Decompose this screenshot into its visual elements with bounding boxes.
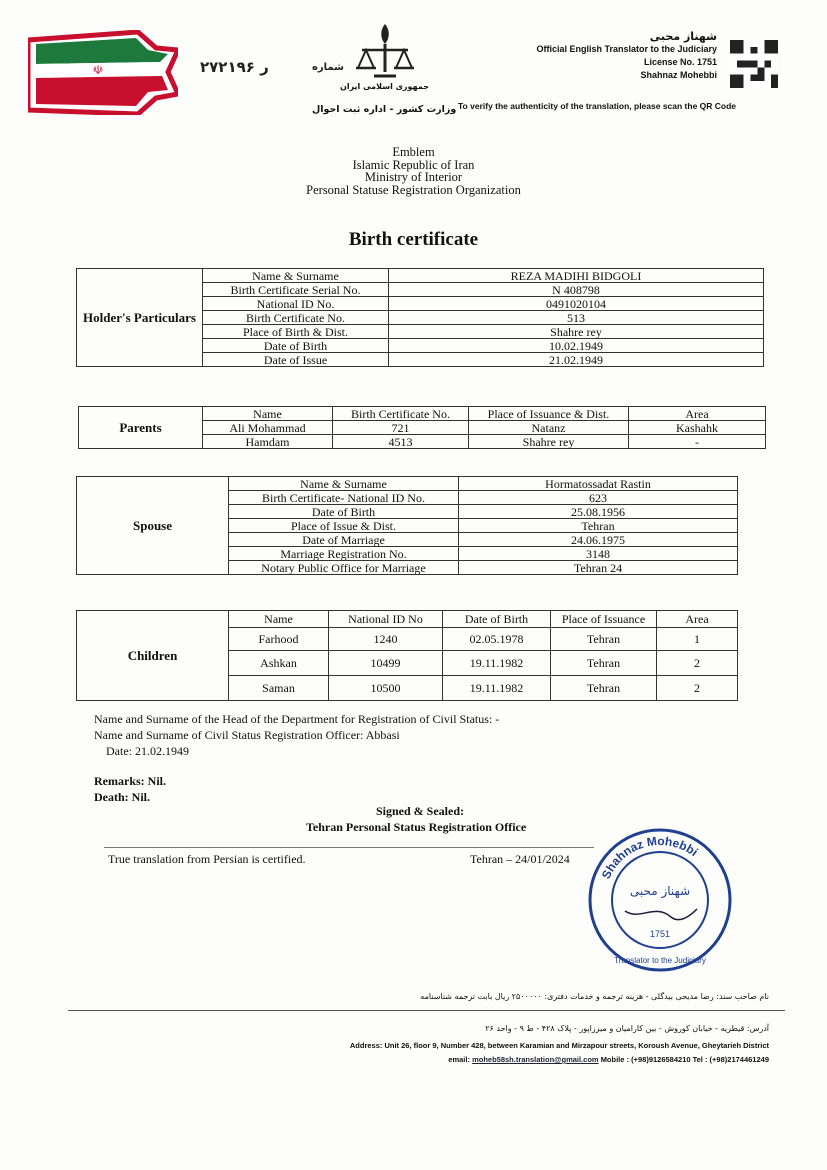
parents-table xyxy=(78,406,766,449)
license-number: License No. 1751 xyxy=(643,57,717,67)
children-table xyxy=(76,610,738,701)
spouse-label: Birth Certificate- National ID No. xyxy=(229,491,459,505)
child-cell: 19.11.1982 xyxy=(443,651,551,676)
holder-label: Birth Certificate Serial No. xyxy=(203,283,389,297)
child-cell: 10499 xyxy=(329,651,443,676)
child-cell: 10500 xyxy=(329,676,443,701)
parent-cell: Natanz xyxy=(469,421,629,435)
child-cell: 2 xyxy=(657,651,738,676)
fa-ministry: وزارت کشور - اداره ثبت احوال xyxy=(312,104,457,115)
parents-header: Name xyxy=(203,407,333,421)
spouse-value: Tehran 24 xyxy=(459,561,738,575)
spouse-value: 24.06.1975 xyxy=(459,533,738,547)
spouse-value: Tehran xyxy=(459,519,738,533)
footer-date: Date: 21.02.1949 xyxy=(106,744,189,758)
org-line-emblem: Emblem xyxy=(392,145,435,159)
verify-note: To verify the authenticity of the translation, please scan the QR Code xyxy=(458,101,737,111)
fa-translator-name: شهناز محبی xyxy=(649,30,717,43)
child-cell: Tehran xyxy=(551,651,657,676)
registration-office: Tehran Personal Status Registration Office xyxy=(306,820,527,834)
contact-line xyxy=(448,1055,769,1064)
parents-header: Birth Certificate No. xyxy=(333,407,469,421)
holder-section-label: Holder's Particulars xyxy=(77,269,203,367)
spouse-label: Notary Public Office for Marriage xyxy=(229,561,459,575)
seal-bottom-text: Translator to the Judiciary xyxy=(614,956,706,965)
parent-cell: 4513 xyxy=(333,435,469,449)
table-row xyxy=(79,407,766,421)
parent-cell: Kashahk xyxy=(629,421,766,435)
holder-label: Date of Birth xyxy=(203,339,389,353)
holder-value: 21.02.1949 xyxy=(389,353,764,367)
child-cell: 02.05.1978 xyxy=(443,628,551,651)
child-cell: Ashkan xyxy=(229,651,329,676)
bottom-divider xyxy=(68,1010,785,1011)
child-cell: 2 xyxy=(657,676,738,701)
remarks: Remarks: Nil. xyxy=(94,774,166,788)
signed-sealed: Signed & Sealed: xyxy=(376,804,465,818)
holder-value: 10.02.1949 xyxy=(389,339,764,353)
iran-flag-emblem xyxy=(28,30,178,115)
holder-particulars-table xyxy=(76,268,764,367)
child-cell: 1 xyxy=(657,628,738,651)
true-translation: True translation from Persian is certified. xyxy=(108,852,306,866)
translator-title: Official English Translator to the Judiciary xyxy=(536,44,717,54)
holder-value: N 408798 xyxy=(389,283,764,297)
spouse-section-label: Spouse xyxy=(77,477,229,575)
children-header: Date of Birth xyxy=(443,611,551,628)
holder-label: National ID No. xyxy=(203,297,389,311)
org-header xyxy=(0,146,827,196)
signature-mark xyxy=(625,909,697,920)
table-row xyxy=(77,611,738,628)
registration-officer: Name and Surname of Civil Status Registration Officer: Abbasi xyxy=(94,728,400,742)
spouse-label: Marriage Registration No. xyxy=(229,547,459,561)
parent-cell: Hamdam xyxy=(203,435,333,449)
seal-number: 1751 xyxy=(649,929,671,939)
fa-number-label: شماره xyxy=(312,62,344,73)
child-cell: 19.11.1982 xyxy=(443,676,551,701)
qr-code-icon xyxy=(730,40,778,88)
child-cell: Tehran xyxy=(551,628,657,651)
parent-cell: 721 xyxy=(333,421,469,435)
seal-fa-text: شهناز محبی xyxy=(629,884,691,898)
parents-header: Place of Issuance & Dist. xyxy=(469,407,629,421)
children-header: National ID No xyxy=(329,611,443,628)
divider xyxy=(104,847,594,848)
holder-label: Birth Certificate No. xyxy=(203,311,389,325)
phone-numbers: Mobile : (+98)9126584210 Tel : (+98)2174461249 xyxy=(600,1055,769,1064)
email-link[interactable]: moheb58sh.translation@gmail.com xyxy=(472,1055,599,1064)
holder-value: REZA MADIHI BIDGOLI xyxy=(389,269,764,283)
table-row xyxy=(77,477,738,491)
document-title: Birth certificate xyxy=(348,229,479,250)
email-label: email: xyxy=(448,1055,470,1064)
child-cell: Farhood xyxy=(229,628,329,651)
spouse-label: Date of Birth xyxy=(229,505,459,519)
place-date: Tehran – 24/01/2024 xyxy=(470,852,570,866)
seal-top-text: Shahnaz Mohebbi xyxy=(598,833,701,882)
head-of-department: Name and Surname of the Head of the Department for Registration of Civil Status: - xyxy=(94,712,500,726)
translator-seal xyxy=(585,825,735,975)
spouse-table xyxy=(76,476,738,575)
children-section-label: Children xyxy=(77,611,229,701)
spouse-label: Place of Issue & Dist. xyxy=(229,519,459,533)
org-line-republic: Islamic Republic of Iran xyxy=(352,157,475,172)
child-cell: Saman xyxy=(229,676,329,701)
children-header: Name xyxy=(229,611,329,628)
children-header: Area xyxy=(657,611,738,628)
fa-fee-line: نام صاحب سند: رضا مدیحی بیدگلی - هزینه ترجمه و خدمات دفتری: ۲۵۰۰۰۰۰ ریال بابت ترجمه شناسنامه xyxy=(420,992,769,1001)
holder-value: Shahre rey xyxy=(389,325,764,339)
holder-label: Name & Surname xyxy=(203,269,389,283)
parent-cell: Shahre rey xyxy=(469,435,629,449)
org-line-ministry: Ministry of Interior xyxy=(364,170,463,184)
holder-label: Date of Issue xyxy=(203,353,389,367)
svg-text:☫: ☫ xyxy=(92,63,104,77)
translator-block xyxy=(536,30,717,82)
fa-number-value: ۲۷۲۱۹۶ ر xyxy=(200,58,269,76)
address-line: Address: Unit 26, floor 9, Number 428, between Karamian and Mirzapour streets, Koroush Avenue, Gheytarieh District xyxy=(349,1041,769,1050)
spouse-value: 623 xyxy=(459,491,738,505)
spouse-value: Hormatossadat Rastin xyxy=(459,477,738,491)
spouse-label: Name & Surname xyxy=(229,477,459,491)
spouse-label: Date of Marriage xyxy=(229,533,459,547)
holder-value: 513 xyxy=(389,311,764,325)
child-cell: Tehran xyxy=(551,676,657,701)
fa-address-line: آدرس: قیطریه - خیابان کوروش - بین کارامیان و میرزاپور - پلاک ۴۲۸ - ط ۹ - واحد ۲۶ xyxy=(485,1024,769,1033)
fa-emblem-subtitle: جمهوری اسلامی ایران xyxy=(340,82,429,91)
national-emblem-icon xyxy=(352,20,418,84)
holder-value: 0491020104 xyxy=(389,297,764,311)
children-header: Place of Issuance xyxy=(551,611,657,628)
death: Death: Nil. xyxy=(94,790,150,804)
parents-section-label: Parents xyxy=(79,407,203,449)
holder-label: Place of Birth & Dist. xyxy=(203,325,389,339)
parents-header: Area xyxy=(629,407,766,421)
org-line-organization: Personal Statuse Registration Organization xyxy=(306,182,521,197)
parent-cell: Ali Mohammad xyxy=(203,421,333,435)
child-cell: 1240 xyxy=(329,628,443,651)
translator-name: Shahnaz Mohebbi xyxy=(640,70,717,80)
parent-cell: - xyxy=(629,435,766,449)
table-row xyxy=(77,269,764,283)
spouse-value: 3148 xyxy=(459,547,738,561)
spouse-value: 25.08.1956 xyxy=(459,505,738,519)
